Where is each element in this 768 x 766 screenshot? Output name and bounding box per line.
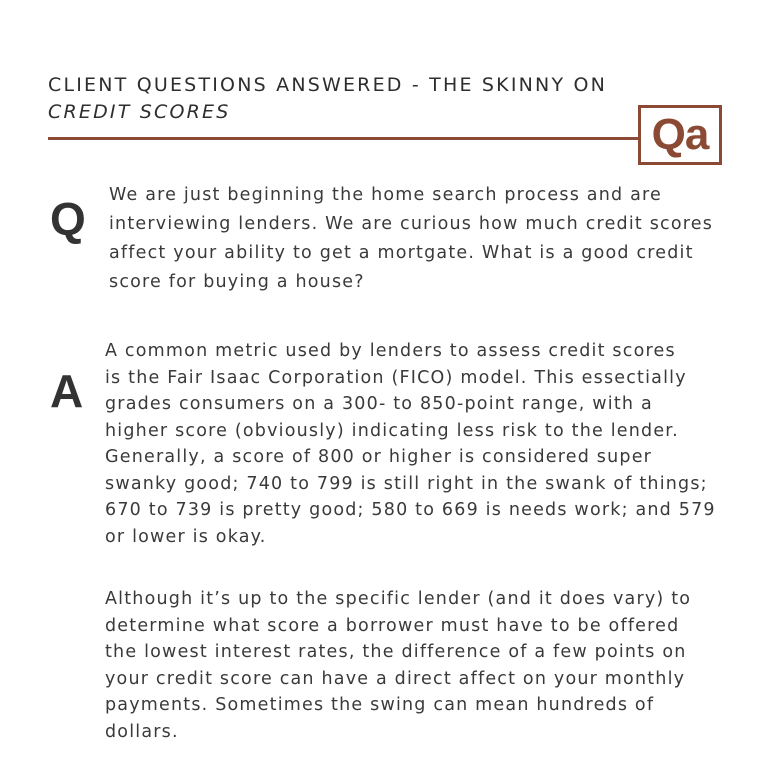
- answer-line: swanky good; 740 to 799 is still right in the swank of things;: [105, 473, 708, 494]
- answer-line: 670 to 739 is pretty good; 580 to 669 is needs work; and 579: [105, 500, 716, 520]
- page-title-line1: CLIENT QUESTIONS ANSWERED - THE SKINNY ON: [48, 74, 608, 96]
- answer-paragraph-1: [105, 338, 716, 550]
- answer-line: grades consumers on a 300- to 850-point range, with a: [105, 394, 653, 414]
- question-line: interviewing lenders. We are curious how much credit scores: [109, 214, 714, 234]
- answer-line: determine what score a borrower must have to be offered: [105, 615, 680, 636]
- qa-logo-text: Qa: [651, 110, 709, 159]
- answer-line: Generally, a score of 800 or higher is considered super: [105, 447, 653, 467]
- qa-logo: [638, 105, 722, 165]
- answer-line: your credit score can have a direct affect on your monthly: [105, 668, 686, 689]
- question-text: [109, 181, 713, 297]
- answer-line: higher score (obviously) indicating less risk to the lender.: [105, 420, 679, 441]
- answer-line: the lowest interest rates, the difference of a few points on: [105, 642, 687, 662]
- answer-line: dollars.: [105, 721, 179, 742]
- answer-line: A common metric used by lenders to assess credit scores: [105, 341, 676, 361]
- page-title: [48, 72, 607, 126]
- answer-line: is the Fair Isaac Corporation (FICO) model. This essectially: [105, 367, 687, 388]
- answer-paragraph-2: [105, 586, 691, 745]
- page-title-line2: CREDIT SCORES: [48, 101, 231, 123]
- question-line: affect your ability to get a mortgate. What is a good credit: [109, 243, 694, 263]
- question-line: score for buying a house?: [109, 272, 365, 292]
- question-line: We are just beginning the home search process and are: [109, 185, 662, 205]
- answer-line: or lower is okay.: [105, 526, 267, 547]
- answer-line: payments. Sometimes the swing can mean hundreds of: [105, 695, 655, 715]
- answer-marker: A: [50, 365, 84, 417]
- header-divider: [48, 137, 640, 140]
- question-marker: Q: [50, 193, 86, 245]
- answer-line: Although it’s up to the specific lender (and it does vary) to: [105, 589, 692, 609]
